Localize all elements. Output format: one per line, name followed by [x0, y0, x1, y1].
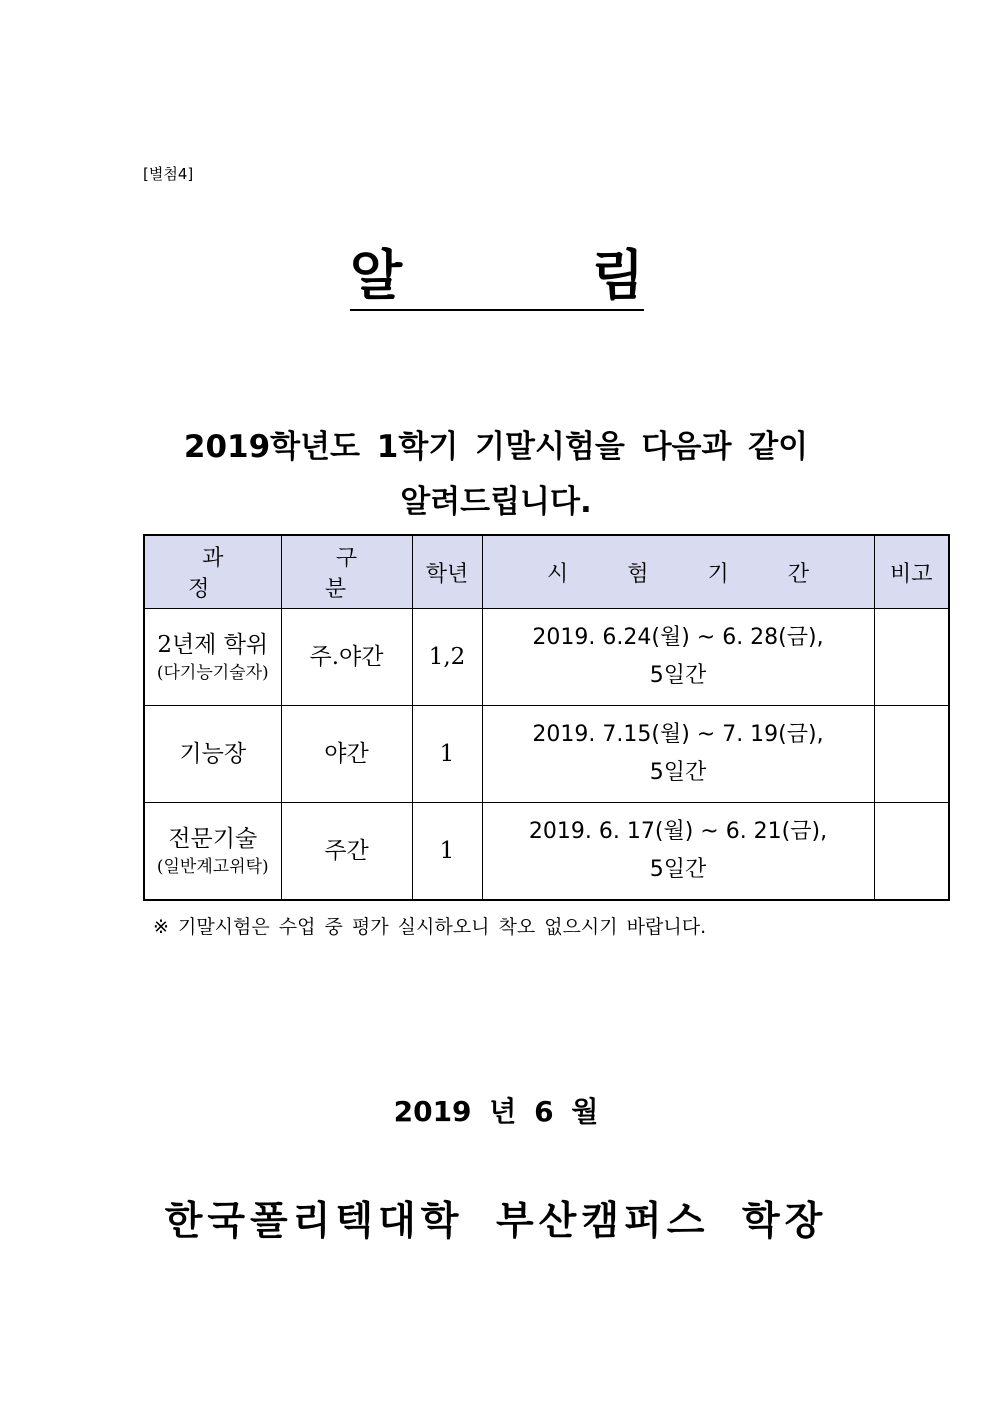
- cell-period: [482, 803, 874, 901]
- cell-period: [482, 706, 874, 803]
- course-name: 전문기술: [168, 825, 258, 852]
- issue-date: 2019 년 6 월: [393, 1095, 599, 1128]
- period-line-2: 5일간: [649, 857, 707, 882]
- cell-division: 주.야간: [281, 609, 412, 706]
- notice-note: ※ 기말시험은 수업 중 평가 실시하오니 착오 없으시기 바랍니다.: [153, 916, 707, 938]
- period-line-1: 2019. 6. 17(월) ~ 6. 21(금),: [528, 818, 828, 844]
- table-header-row: [144, 535, 949, 609]
- cell-grade: 1: [412, 803, 482, 901]
- cell-remark: [874, 803, 949, 901]
- cell-grade: 1,2: [412, 609, 482, 706]
- notice-title-char-1: 알: [350, 244, 403, 307]
- cell-period: [482, 609, 874, 706]
- table-row: [144, 803, 949, 901]
- course-sub: (다기능기술자): [156, 663, 269, 684]
- cell-remark: [874, 706, 949, 803]
- cell-course: [144, 706, 281, 803]
- period-line-1: 2019. 7.15(월) ~ 7. 19(금),: [532, 721, 824, 747]
- cell-course: [144, 609, 281, 706]
- course-sub: (일반계고위탁): [156, 857, 269, 878]
- course-name: 기능장: [179, 740, 247, 767]
- cell-remark: [874, 609, 949, 706]
- table-row: [144, 706, 949, 803]
- header-grade: 학년: [412, 535, 482, 609]
- header-period: 시 험 기 간: [482, 535, 874, 609]
- header-remark: 비고: [874, 535, 949, 609]
- signature: 한국폴리텍대학 부산캠퍼스 학장: [164, 1199, 828, 1244]
- notice-title-char-2: 림: [591, 244, 644, 307]
- exam-schedule-table: [143, 534, 950, 901]
- attachment-label: [별첨4]: [143, 165, 194, 183]
- period-line-1: 2019. 6.24(월) ~ 6. 28(금),: [532, 624, 824, 650]
- table-row: [144, 609, 949, 706]
- cell-division: 주간: [281, 803, 412, 901]
- period-line-2: 5일간: [649, 663, 707, 688]
- cell-division: 야간: [281, 706, 412, 803]
- intro-line-2: 알려드립니다.: [400, 484, 592, 520]
- course-name: 2년제 학위: [157, 631, 269, 658]
- notice-title: [350, 243, 644, 311]
- cell-course: [144, 803, 281, 901]
- period-line-2: 5일간: [649, 760, 707, 785]
- intro-line-1: 2019학년도 1학기 기말시험을 다음과 같이: [183, 429, 809, 465]
- header-course: 과 정: [144, 535, 281, 609]
- header-division: 구 분: [281, 535, 412, 609]
- cell-grade: 1: [412, 706, 482, 803]
